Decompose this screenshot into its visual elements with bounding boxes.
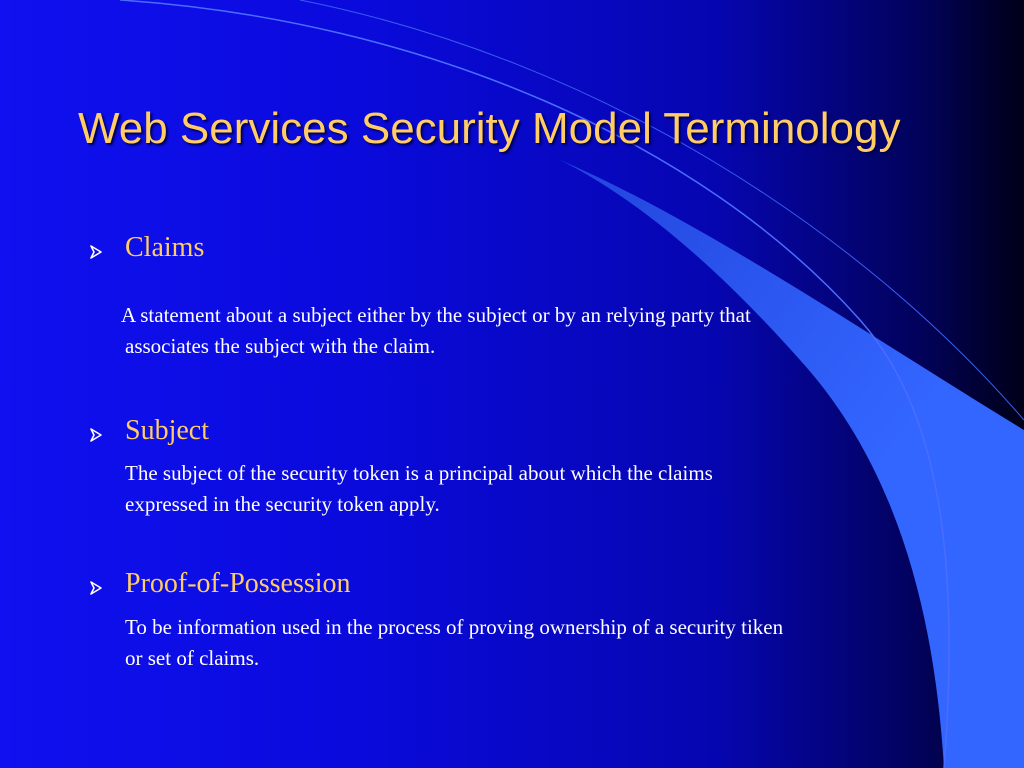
definition-line: The subject of the security token is a principal about which the claims bbox=[125, 461, 713, 485]
term-label: Subject bbox=[125, 415, 209, 446]
slide-title: Web Services Security Model Terminology bbox=[78, 104, 901, 153]
term-label: Proof-of-Possession bbox=[125, 568, 351, 599]
arrowhead-bullet-icon bbox=[88, 580, 104, 596]
arrowhead-bullet-icon bbox=[88, 244, 104, 260]
term-definition-proof-of-possession bbox=[125, 612, 945, 674]
definition-line: expressed in the security token apply. bbox=[125, 492, 440, 516]
definition-line: To be information used in the process of proving ownership of a security tiken bbox=[125, 615, 784, 639]
term-label: Claims bbox=[125, 232, 205, 263]
definition-line: associates the subject with the claim. bbox=[125, 334, 436, 358]
definition-line: A statement about a subject either by the subject or by an relying party that bbox=[121, 303, 751, 327]
term-definition-subject bbox=[125, 458, 945, 520]
arrowhead-bullet-icon bbox=[88, 427, 104, 443]
definition-line: or set of claims. bbox=[125, 646, 260, 670]
term-definition-claims bbox=[121, 300, 945, 362]
